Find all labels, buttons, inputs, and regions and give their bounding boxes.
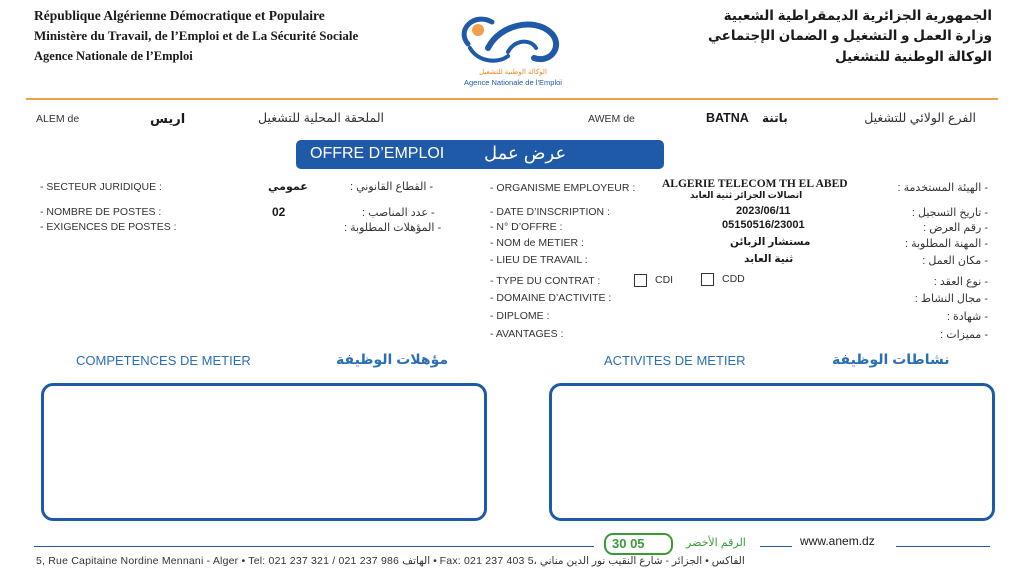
- green-number-label: الرقم الأخضر: [686, 537, 746, 549]
- cdd-checkbox[interactable]: [701, 273, 714, 286]
- exigences-ar-label: - المؤهلات المطلوبة :: [344, 222, 442, 234]
- logo-fr-caption: Agence Nationale de l’Emploi: [464, 78, 562, 87]
- activites-title-fr: ACTIVITES DE METIER: [604, 353, 746, 368]
- footer-address: 5, Rue Capitaine Nordine Mennani - Alger • Tel: 021 237 321 / 021 237 986 الهاتف • Fax: 021 237 403 الفاكس • الجزائر - شارع النقيب نور الدين مناني ،5: [36, 555, 745, 567]
- anem-logo: [448, 4, 578, 94]
- organisme-value-fr: ALGERIE TELECOM TH EL ABED: [662, 178, 848, 190]
- alem-value: اريس: [150, 111, 186, 126]
- header-fr-line2: Ministère du Travail, de l’Emploi et de La Sécurité Sociale: [34, 28, 359, 43]
- exigences-label: - EXIGENCES DE POSTES :: [40, 221, 177, 233]
- postes-label: - NOMBRE DE POSTES :: [40, 206, 162, 218]
- anem-logo-icon: [448, 4, 578, 76]
- footer-rule-mid: [760, 546, 792, 547]
- lieu-value: ثنية العابد: [744, 253, 794, 265]
- offre-ar-label: - رقم العرض :: [923, 222, 988, 234]
- metier-label: - NOM de METIER :: [490, 237, 584, 249]
- alem-label: ALEM de: [36, 113, 80, 125]
- secteur-value: عمومي: [268, 181, 308, 193]
- activites-title-ar: نشاطات الوظيفة: [832, 351, 950, 367]
- avantages-ar-label: - مميزات :: [940, 329, 988, 341]
- offre-value: 05150516/23001: [722, 219, 805, 231]
- banner-fr-title: OFFRE D’EMPLOI: [310, 145, 445, 162]
- competences-box[interactable]: [41, 383, 487, 521]
- header-divider: [26, 98, 998, 100]
- avantages-label: - AVANTAGES :: [490, 328, 564, 340]
- date-ar-label: - تاريخ التسجيل :: [911, 207, 988, 219]
- metier-value: مستشار الزبائن: [730, 236, 811, 248]
- metier-ar-label: - المهنة المطلوبة :: [904, 238, 988, 250]
- secteur-ar-label: - القطاع القانوني :: [350, 181, 434, 193]
- cdd-label: CDD: [722, 273, 745, 285]
- date-value: 2023/06/11: [736, 205, 791, 217]
- offer-banner: [296, 140, 664, 169]
- awem-value-ar: باتنة: [762, 111, 788, 125]
- website-link[interactable]: www.anem.dz: [800, 534, 875, 548]
- diplome-label: - DIPLOME :: [490, 310, 550, 322]
- footer-rule-left: [34, 546, 594, 547]
- date-label: - DATE D’INSCRIPTION :: [490, 206, 610, 218]
- contrat-ar-label: - نوع العقد :: [933, 276, 988, 288]
- contrat-label: - TYPE DU CONTRAT :: [490, 275, 601, 287]
- banner-ar-title: عرض عمل: [484, 143, 567, 163]
- header-ar-line3: الوكالة الوطنية للتشغيل: [835, 49, 992, 64]
- awem-ar-label: الفرع الولائي للتشغيل: [864, 111, 976, 125]
- awem-value-fr: BATNA: [706, 111, 749, 125]
- postes-ar-label: - عدد المناصب :: [362, 207, 435, 219]
- alem-ar-label: الملحقة المحلية للتشغيل: [258, 111, 385, 125]
- green-number-badge: [604, 533, 673, 555]
- cdi-checkbox[interactable]: [634, 274, 647, 287]
- header-ar-line1: الجمهورية الجزائرية الديمقراطية الشعبية: [723, 8, 992, 23]
- header-fr-line3: Agence Nationale de l’Emploi: [34, 49, 193, 63]
- postes-value: 02: [272, 205, 286, 219]
- secteur-label: - SECTEUR JURIDIQUE :: [40, 181, 162, 193]
- awem-label: AWEM de: [588, 113, 635, 125]
- competences-title-ar: مؤهلات الوظيفة: [336, 351, 449, 367]
- organisme-ar-label: - الهيئة المستخدمة :: [897, 182, 988, 194]
- header-ar-line2: وزارة العمل و التشغيل و الضمان الإجتماعي: [707, 28, 992, 43]
- footer-rule-right: [896, 546, 990, 547]
- logo-ar-caption: الوكالة الوطنية للتشغيل: [479, 69, 547, 76]
- lieu-label: - LIEU DE TRAVAIL :: [490, 254, 588, 266]
- organisme-label: - ORGANISME EMPLOYEUR :: [490, 182, 636, 194]
- organisme-value-ar: اتصالات الجزائر ثنية العابد: [690, 190, 803, 200]
- domaine-ar-label: - مجال النشاط :: [914, 293, 988, 305]
- offre-label: - N° D’OFFRE :: [490, 221, 563, 233]
- diplome-ar-label: - شهادة :: [946, 311, 988, 323]
- green-number: 30 05: [612, 536, 645, 551]
- header-fr-line1: République Algérienne Démocratique et Populaire: [34, 8, 325, 23]
- competences-title-fr: COMPETENCES DE METIER: [76, 353, 251, 368]
- cdi-label: CDI: [655, 274, 674, 286]
- lieu-ar-label: - مكان العمل :: [922, 255, 988, 267]
- domaine-label: - DOMAINE D’ACTIVITE :: [490, 292, 612, 304]
- activites-box[interactable]: [549, 383, 995, 521]
